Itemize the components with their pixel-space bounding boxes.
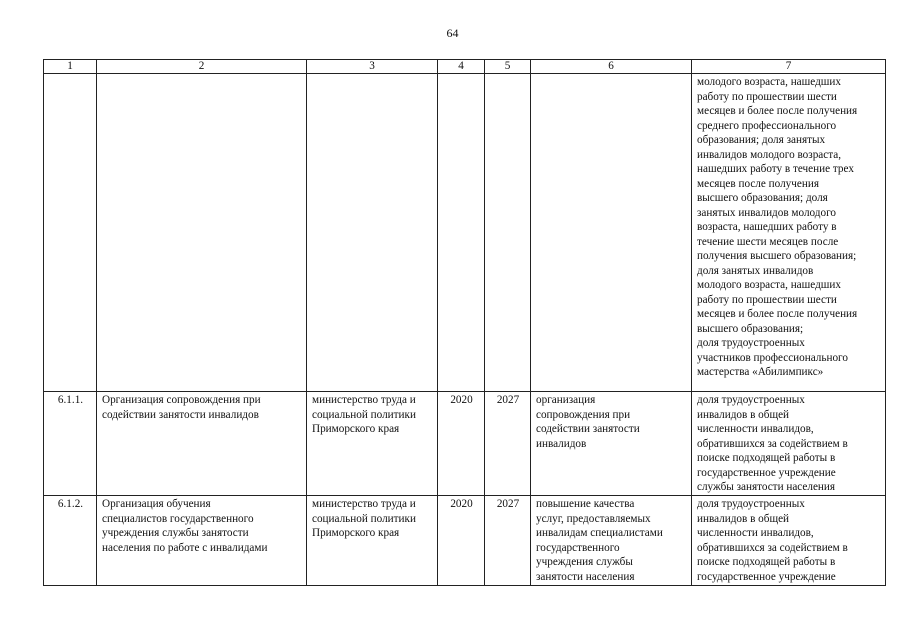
cell-indicator: доля трудоустроенных инвалидов в общей численности инвалидов, обратившихся за содействием в поиске подходящей работы в государственное учреждение службы занятости населения bbox=[692, 392, 886, 496]
cell-start-year: 2020 bbox=[438, 392, 485, 496]
cell-executor bbox=[307, 74, 438, 392]
cell-number: 6.1.2. bbox=[44, 496, 97, 586]
cell-end-year: 2027 bbox=[485, 496, 531, 586]
header-cell-5: 5 bbox=[485, 60, 531, 74]
cell-activity-name: Организация сопровождения при содействии занятости инвалидов bbox=[97, 392, 307, 496]
cell-activity-name bbox=[97, 74, 307, 392]
header-cell-7: 7 bbox=[692, 60, 886, 74]
cell-expected-result: повышение качества услуг, предоставляемых инвалидам специалистами государственного учреждения службы занятости населения bbox=[531, 496, 692, 586]
header-cell-2: 2 bbox=[97, 60, 307, 74]
table-row-6-1-1 bbox=[44, 392, 886, 496]
cell-end-year: 2027 bbox=[485, 392, 531, 496]
cell-start-year bbox=[438, 74, 485, 392]
cell-start-year: 2020 bbox=[438, 496, 485, 586]
program-table bbox=[43, 59, 886, 586]
cell-indicator: молодого возраста, нашедших работу по прошествии шести месяцев и более после получения среднего профессионального образования; доля занятых инвалидов молодого возраста, нашедших работу в течение трех месяцев после получения высшего образования; доля занятых инвалидов молодого возраста, нашедших работу в течение шести месяцев после получения высшего образования; доля занятых инвалидов молодого возраста, нашедших работу по прошествии шести месяцев и более после получения высшего образования; доля трудоустроенных участников профессионального мастерства «Абилимпикс» bbox=[692, 74, 886, 392]
header-cell-6: 6 bbox=[531, 60, 692, 74]
cell-number bbox=[44, 74, 97, 392]
cell-end-year bbox=[485, 74, 531, 392]
header-cell-3: 3 bbox=[307, 60, 438, 74]
page-number: 64 bbox=[446, 26, 459, 40]
cell-indicator: доля трудоустроенных инвалидов в общей численности инвалидов, обратившихся за содействием в поиске подходящей работы в государственное учреждение bbox=[692, 496, 886, 586]
table-row-continuation bbox=[44, 74, 886, 392]
cell-expected-result bbox=[531, 74, 692, 392]
table-row-6-1-2 bbox=[44, 496, 886, 586]
cell-executor: министерство труда и социальной политики Приморского края bbox=[307, 496, 438, 586]
cell-activity-name: Организация обучения специалистов государственного учреждения службы занятости населения по работе с инвалидами bbox=[97, 496, 307, 586]
table-header-row bbox=[44, 60, 886, 74]
cell-expected-result: организация сопровождения при содействии занятости инвалидов bbox=[531, 392, 692, 496]
cell-executor: министерство труда и социальной политики Приморского края bbox=[307, 392, 438, 496]
cell-number: 6.1.1. bbox=[44, 392, 97, 496]
header-cell-1: 1 bbox=[44, 60, 97, 74]
header-cell-4: 4 bbox=[438, 60, 485, 74]
